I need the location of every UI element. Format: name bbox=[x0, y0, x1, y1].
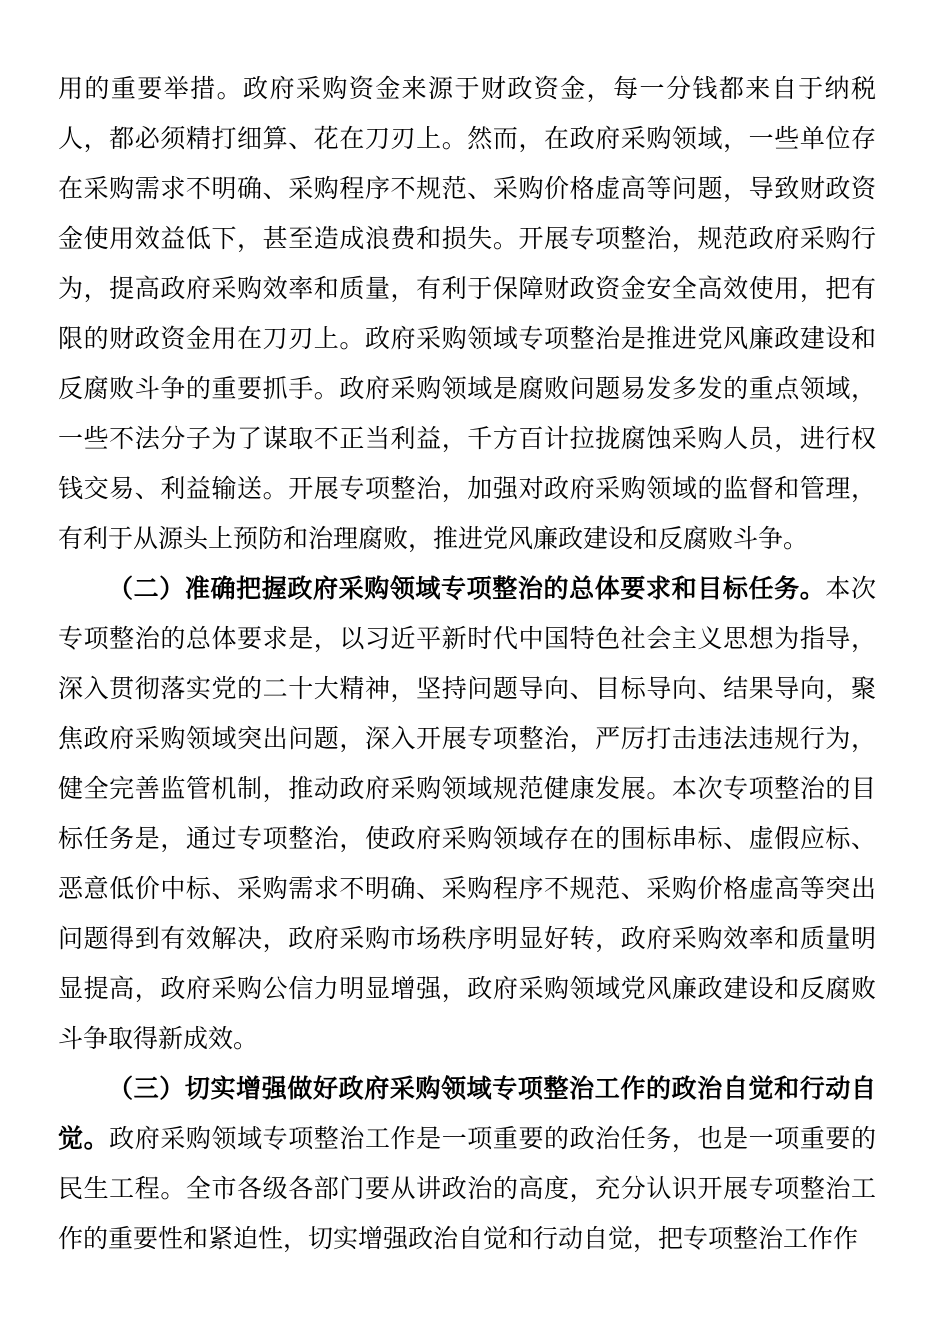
section-3-heading: （三）切实增强做好政府采购领域专项整治工作的政治自觉和行动自觉。 bbox=[58, 1074, 876, 1153]
paragraph-continued bbox=[58, 64, 876, 564]
paragraph-section-3 bbox=[58, 1064, 876, 1264]
section-2-text: 本次专项整治的总体要求是，以习近平新时代中国特色社会主义思想为指导，深入贯彻落实党的二十大精神，坚持问题导向、目标导向、结果导向，聚焦政府采购领域突出问题，深入开展专项整治，严厉打击违法违规行为，健全完善监管机制，推动政府采购领域规范健康发展。本次专项整治的目标任务是，通过专项整治，使政府采购领域存在的围标串标、虚假应标、恶意低价中标、采购需求不明确、采购程序不规范、采购价格虚高等突出问题得到有效解决，政府采购市场秩序明显好转，政府采购效率和质量明显提高，政府采购公信力明显增强，政府采购领域党风廉政建设和反腐败斗争取得新成效。 bbox=[58, 574, 876, 1053]
section-2-heading: （二）准确把握政府采购领域专项整治的总体要求和目标任务。 bbox=[108, 574, 826, 603]
paragraph-section-2 bbox=[58, 564, 876, 1064]
document-body bbox=[58, 64, 876, 1264]
section-3-text: 政府采购领域专项整治工作是一项重要的政治任务，也是一项重要的民生工程。全市各级各部门要从讲政治的高度，充分认识开展专项整治工作的重要性和紧迫性，切实增强政治自觉和行动自觉，把专项整治工作作 bbox=[58, 1124, 876, 1253]
paragraph-text: 用的重要举措。政府采购资金来源于财政资金，每一分钱都来自于纳税人，都必须精打细算、花在刀刃上。然而，在政府采购领域，一些单位存在采购需求不明确、采购程序不规范、采购价格虚高等问题，导致财政资金使用效益低下，甚至造成浪费和损失。开展专项整治，规范政府采购行为，提高政府采购效率和质量，有利于保障财政资金安全高效使用，把有限的财政资金用在刀刃上。政府采购领域专项整治是推进党风廉政建设和反腐败斗争的重要抓手。政府采购领域是腐败问题易发多发的重点领域，一些不法分子为了谋取不正当利益，千方百计拉拢腐蚀采购人员，进行权钱交易、利益输送。开展专项整治，加强对政府采购领域的监督和管理，有利于从源头上预防和治理腐败，推进党风廉政建设和反腐败斗争。 bbox=[58, 74, 876, 553]
